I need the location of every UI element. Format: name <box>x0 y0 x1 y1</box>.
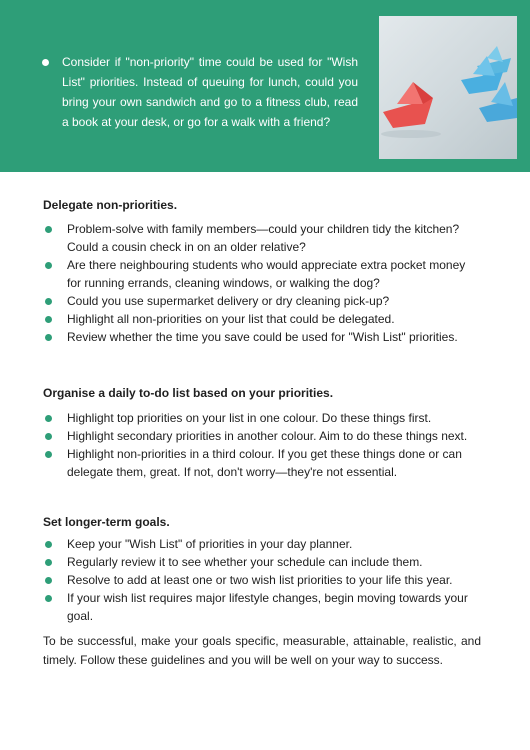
bullet-icon <box>42 59 49 66</box>
bullet-icon <box>45 577 52 584</box>
bullet-icon <box>45 226 52 233</box>
bullet-icon <box>45 262 52 269</box>
banner-text: Consider if "non-priority" time could be used for "Wish List" priorities. Instead of queuing for lunch, could you bring your own sandwich and go to a fitness club, read a book at your desk, or go for a walk with a friend? <box>62 55 358 129</box>
bullet-icon <box>45 334 52 341</box>
list-item: Keep your "Wish List" of priorities in your day planner. <box>0 535 481 553</box>
bullet-icon <box>45 595 52 602</box>
paper-boats-photo <box>379 16 517 159</box>
bullet-icon <box>45 316 52 323</box>
section-title-goals: Set longer-term goals. <box>43 515 170 529</box>
list-delegate <box>0 220 530 346</box>
header-banner <box>0 0 530 172</box>
section-title-todo: Organise a daily to-do list based on your priorities. <box>43 386 334 400</box>
list-item: Problem-solve with family members—could your children tidy the kitchen? Could a cousin check in on an older relative? <box>0 220 481 256</box>
list-todo <box>0 409 530 481</box>
list-item: Review whether the time you save could be used for "Wish List" priorities. <box>0 328 481 346</box>
list-item: Regularly review it to see whether your schedule can include them. <box>0 553 481 571</box>
list-item: Are there neighbouring students who would appreciate extra pocket money for running errands, cleaning windows, or walking the dog? <box>0 256 481 292</box>
list-item: Highlight secondary priorities in another colour. Aim to do these things next. <box>0 427 481 445</box>
red-boat <box>383 82 433 128</box>
bullet-icon <box>45 451 52 458</box>
list-item: Highlight all non-priorities on your list that could be delegated. <box>0 310 481 328</box>
list-item: Highlight non-priorities in a third colour. If you get these things done or can delegate them, great. If not, don't worry—they're not essential. <box>0 445 481 481</box>
section-title-delegate: Delegate non-priorities. <box>43 198 178 212</box>
list-item: Could you use supermarket delivery or dry cleaning pick-up? <box>0 292 481 310</box>
closing-paragraph: To be successful, make your goals specific, measurable, attainable, realistic, and timely. Follow these guidelines and you will be well on your way to success. <box>43 634 481 667</box>
bullet-icon <box>45 298 52 305</box>
paper-boats-illustration <box>379 16 517 159</box>
list-item: If your wish list requires major lifestyle changes, begin moving towards your goal. <box>0 589 481 625</box>
bullet-icon <box>45 415 52 422</box>
list-item: Resolve to add at least one or two wish list priorities to your life this year. <box>0 571 481 589</box>
bullet-icon <box>45 541 52 548</box>
bullet-icon <box>45 433 52 440</box>
bullet-icon <box>45 559 52 566</box>
list-item: Highlight top priorities on your list in one colour. Do these things first. <box>0 409 481 427</box>
list-goals <box>0 535 530 625</box>
